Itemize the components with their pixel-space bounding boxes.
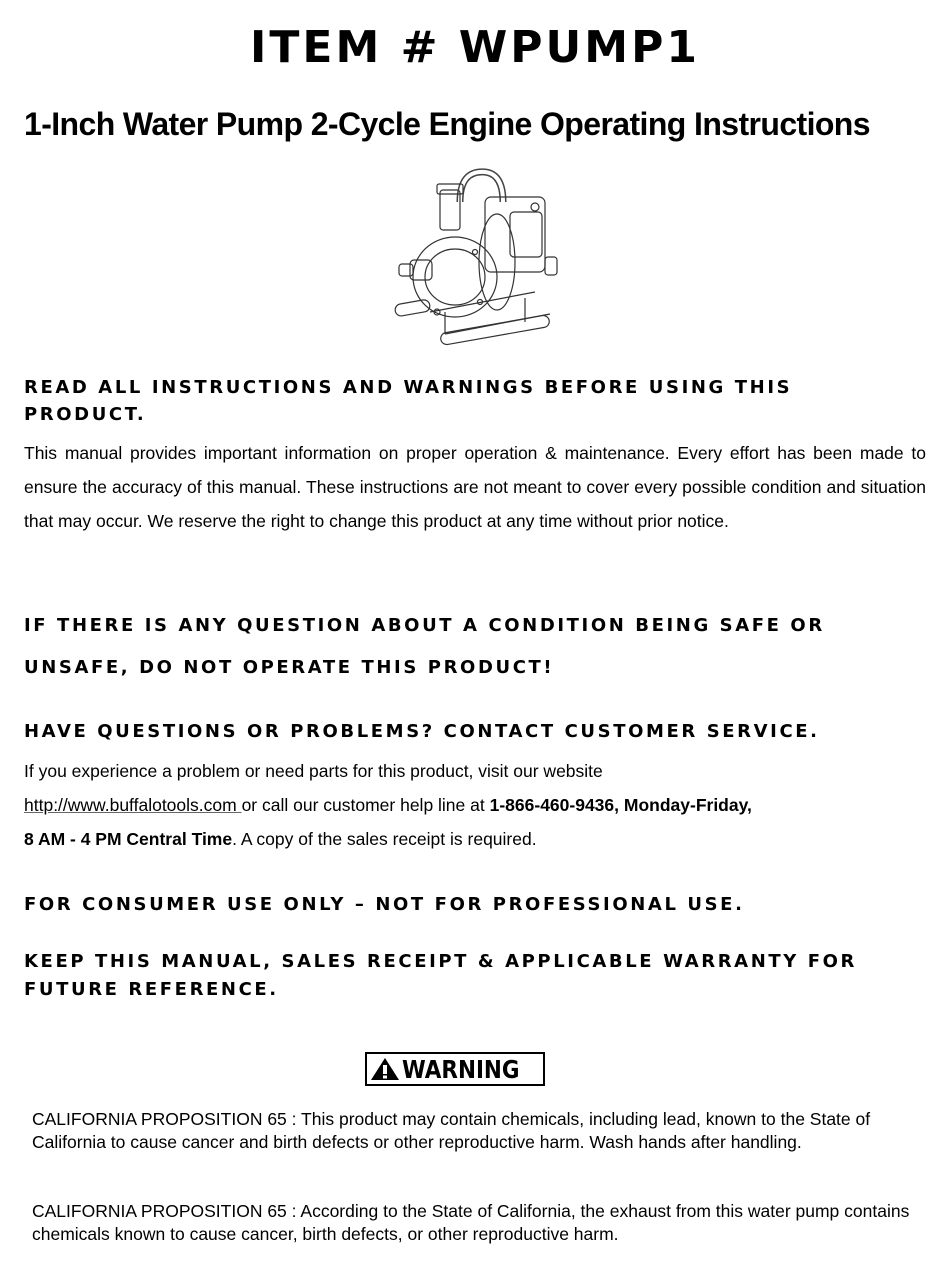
contact-line3 bbox=[24, 822, 926, 856]
prop65-warning-1: CALIFORNIA PROPOSITION 65 : This product may contain chemicals, including lead, known to the State of California to cause cancer and birth defects or other reproductive harm. Wash hands after handling. bbox=[32, 1109, 871, 1152]
contact-paragraph bbox=[24, 754, 926, 856]
contact-heading: HAVE QUESTIONS OR PROBLEMS? CONTACT CUSTOMER SERVICE. bbox=[24, 721, 820, 742]
prop65-warning-2: CALIFORNIA PROPOSITION 65 : According to the State of California, the exhaust from this water pump contains chemicals known to cause cancer, birth defects, or other reproductive harm. bbox=[32, 1201, 910, 1244]
contact-line1: If you experience a problem or need parts for this product, visit our website bbox=[24, 761, 603, 781]
warning-triangle-icon bbox=[370, 1057, 400, 1081]
water-pump-illustration bbox=[385, 162, 570, 347]
warning-label bbox=[365, 1052, 545, 1086]
call-text: or call our customer help line at bbox=[241, 795, 490, 815]
warning-text: WARNING bbox=[402, 1054, 520, 1084]
phone-hours: 1-866-460-9436, Monday-Friday, bbox=[489, 795, 752, 815]
consumer-use-heading: FOR CONSUMER USE ONLY – NOT FOR PROFESSIONAL USE. bbox=[24, 894, 745, 915]
keep-manual-heading bbox=[24, 948, 924, 1004]
safety-line2: UNSAFE, DO NOT OPERATE THIS PRODUCT! bbox=[24, 657, 555, 678]
safety-warning-heading bbox=[24, 605, 924, 689]
keep-manual-line2: FUTURE REFERENCE. bbox=[24, 979, 279, 1000]
document-subtitle: 1-Inch Water Pump 2-Cycle Engine Operating Instructions bbox=[24, 106, 870, 142]
read-all-heading-line1: READ ALL INSTRUCTIONS AND WARNINGS BEFORE USING THIS bbox=[24, 377, 793, 398]
read-all-heading-line2: PRODUCT. bbox=[24, 404, 147, 425]
intro-paragraph: This manual provides important information on proper operation & maintenance. Every effort has been made to ensure the accuracy of this manual. These instructions are not meant to cover every possible condition and situation that may occur. We reserve the right to change this product at any time without prior notice. bbox=[24, 443, 926, 531]
read-all-heading bbox=[24, 374, 924, 428]
business-hours: 8 AM - 4 PM Central Time bbox=[24, 829, 233, 849]
website-link[interactable]: http://www.buffalotools.com bbox=[24, 795, 242, 815]
receipt-note: . A copy of the sales receipt is required. bbox=[232, 829, 537, 849]
contact-line2 bbox=[24, 788, 926, 822]
item-number-title: ITEM # WPUMP1 bbox=[250, 22, 700, 73]
keep-manual-line1: KEEP THIS MANUAL, SALES RECEIPT & APPLICABLE WARRANTY FOR bbox=[24, 951, 857, 972]
safety-line1: IF THERE IS ANY QUESTION ABOUT A CONDITION BEING SAFE OR bbox=[24, 615, 825, 636]
